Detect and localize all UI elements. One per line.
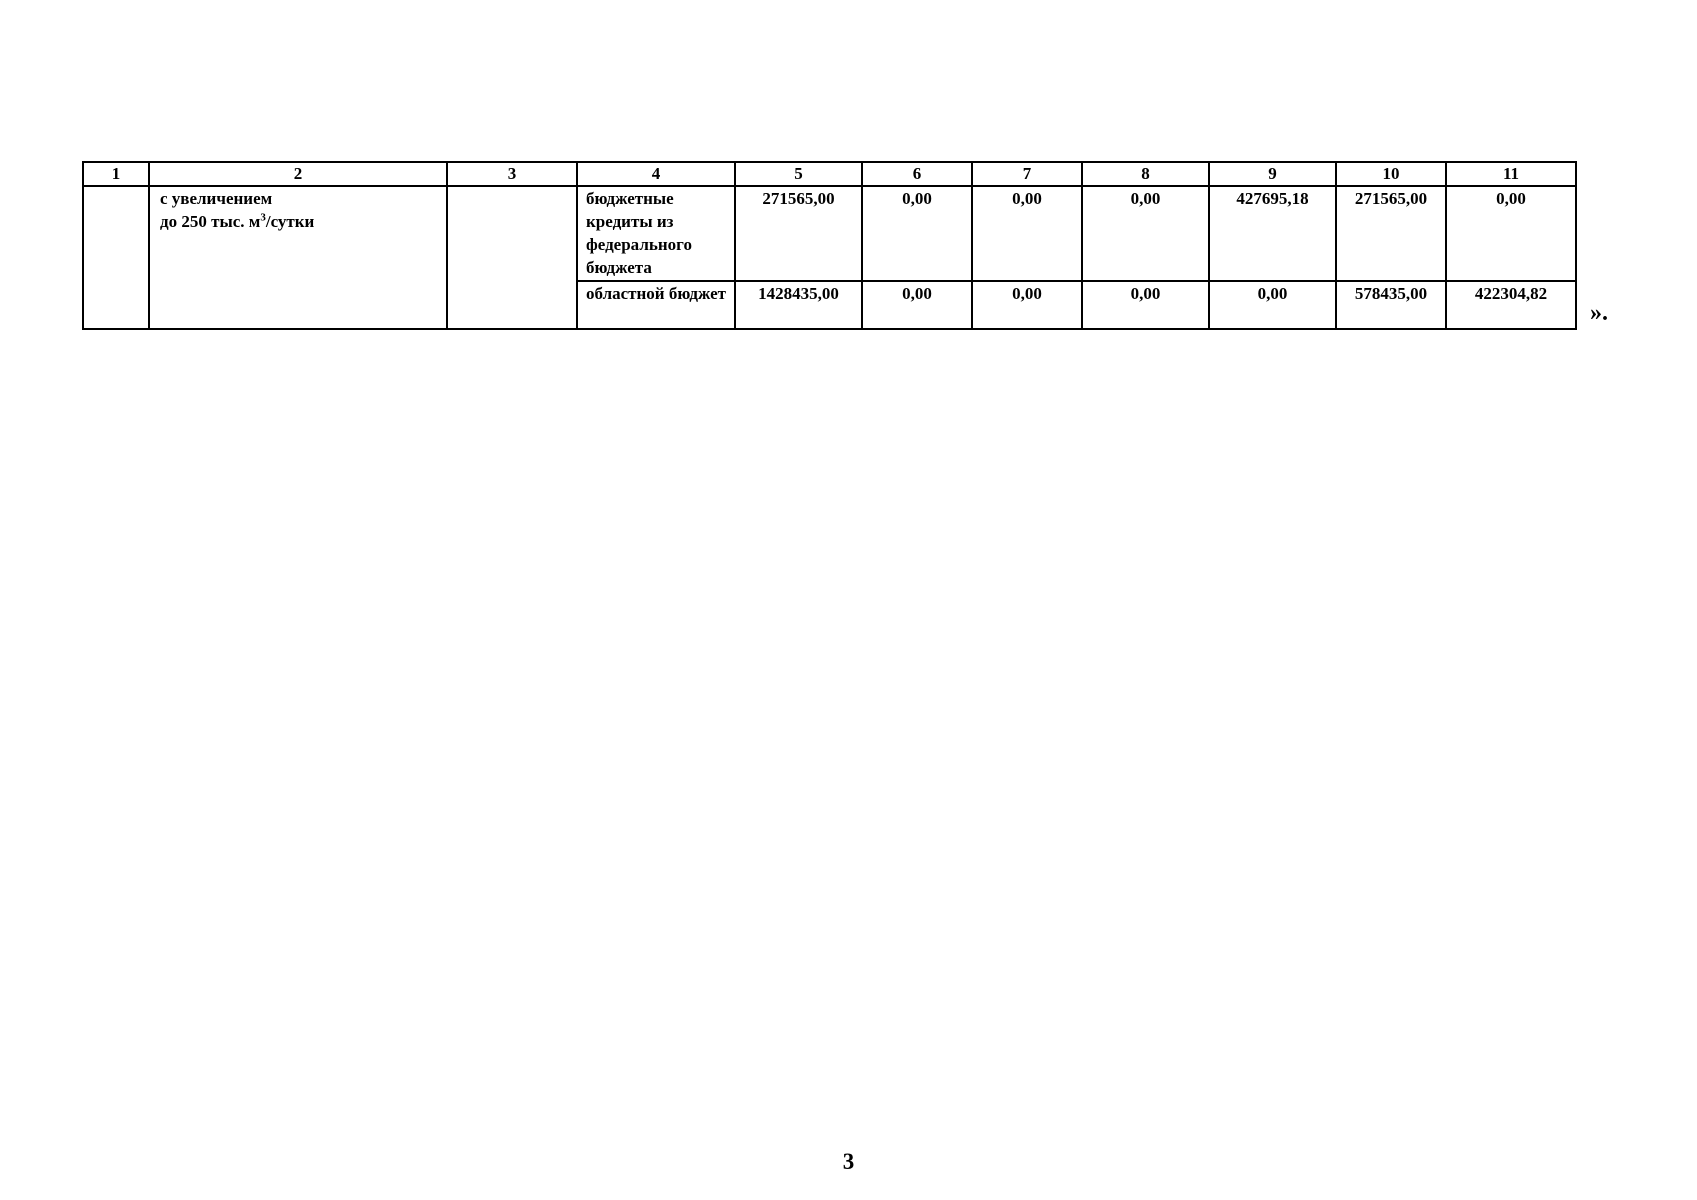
column-header: 1: [83, 162, 149, 186]
value-cell: 271565,00: [735, 186, 862, 281]
description-line: [160, 210, 442, 233]
value-cell: 0,00: [1082, 281, 1209, 329]
value-cell: 1428435,00: [735, 281, 862, 329]
empty-cell: [447, 186, 577, 329]
column-header: 4: [577, 162, 735, 186]
column-header: 5: [735, 162, 862, 186]
funding-source-cell: бюджетные кредиты из федерального бюджета: [577, 186, 735, 281]
value-cell: 0,00: [1446, 186, 1576, 281]
page-number: 3: [842, 1149, 855, 1174]
column-header: 2: [149, 162, 447, 186]
value-cell: 427695,18: [1209, 186, 1336, 281]
column-header: 3: [447, 162, 577, 186]
value-cell: 0,00: [862, 186, 972, 281]
value-cell: 422304,82: [1446, 281, 1576, 329]
value-cell: 0,00: [972, 281, 1082, 329]
value-cell: 0,00: [972, 186, 1082, 281]
table-row: [83, 186, 1576, 281]
closing-quote-mark: ».: [1590, 300, 1608, 326]
row-number-cell: [83, 186, 149, 329]
column-header: 6: [862, 162, 972, 186]
value-cell: 0,00: [1209, 281, 1336, 329]
value-cell: 0,00: [1082, 186, 1209, 281]
column-header: 9: [1209, 162, 1336, 186]
value-cell: 0,00: [862, 281, 972, 329]
value-cell: 271565,00: [1336, 186, 1446, 281]
description-text: /сутки: [265, 212, 315, 231]
description-cell: [149, 186, 447, 329]
value-cell: 578435,00: [1336, 281, 1446, 329]
superscript: 3: [260, 211, 266, 224]
column-header: 8: [1082, 162, 1209, 186]
description-line: с увеличением: [160, 189, 273, 208]
description-text: до 250 тыс. м: [160, 212, 261, 231]
column-header: 11: [1446, 162, 1576, 186]
budget-table: [82, 161, 1577, 330]
column-header: 7: [972, 162, 1082, 186]
header-row: [83, 162, 1576, 186]
funding-source-cell: областной бюджет: [577, 281, 735, 329]
column-header: 10: [1336, 162, 1446, 186]
